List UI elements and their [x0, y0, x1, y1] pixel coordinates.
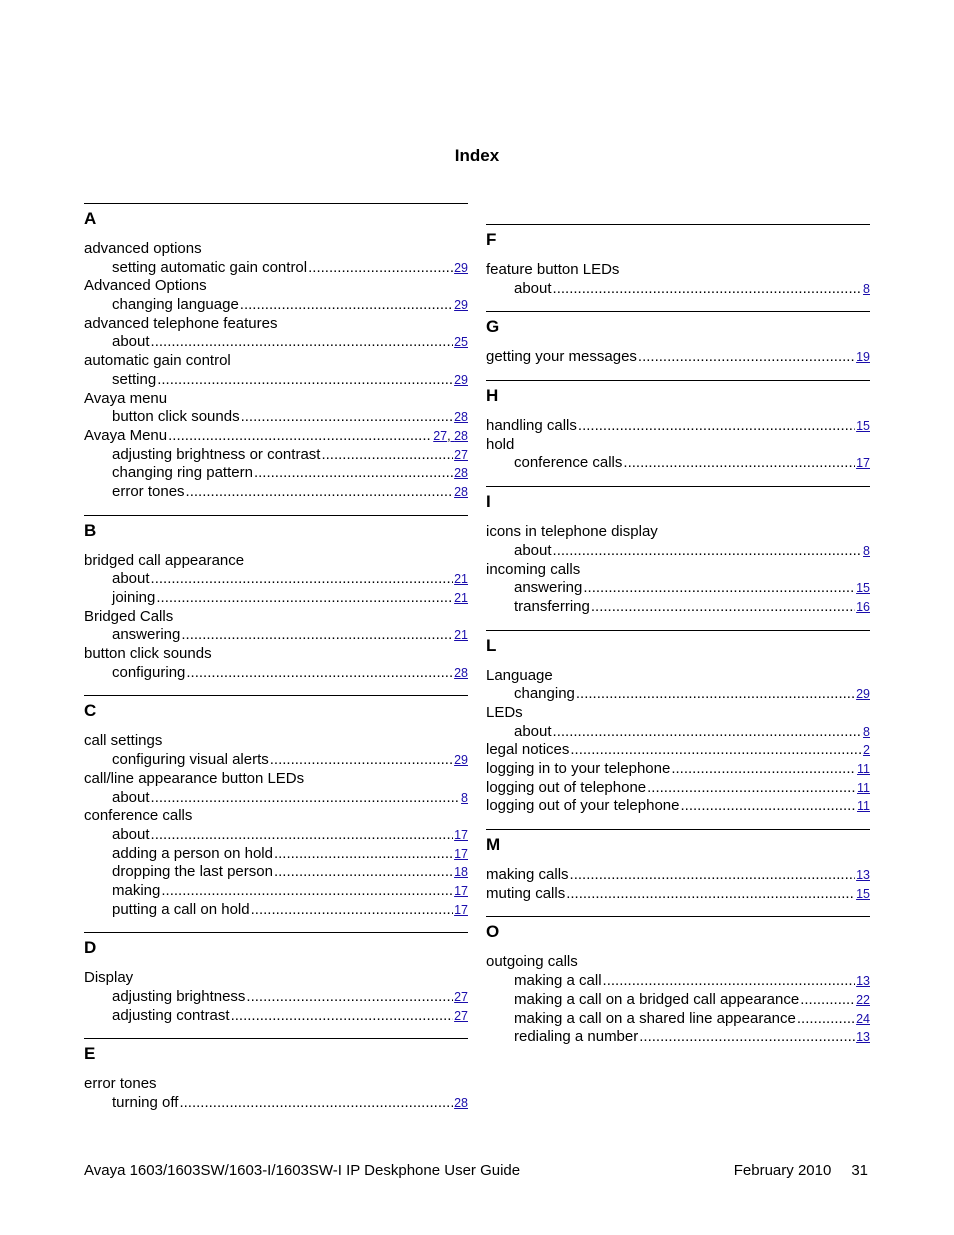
index-section-d [84, 932, 468, 1038]
dot-leader [800, 991, 855, 1010]
index-entry [84, 969, 468, 988]
index-entry [486, 779, 870, 798]
dot-leader [240, 296, 453, 315]
page-refs [454, 296, 468, 315]
entry-text: joining [112, 589, 156, 606]
dot-leader [157, 371, 453, 390]
dot-leader [151, 333, 454, 352]
entry-text: call/line appearance button LEDs [84, 769, 305, 787]
page-link[interactable]: 21 [454, 628, 468, 643]
section-letter: M [486, 835, 501, 855]
index-entry [486, 261, 870, 280]
page-refs [856, 885, 870, 904]
dot-leader [553, 723, 863, 742]
dot-leader [151, 826, 454, 845]
dot-leader [578, 417, 855, 436]
entry-text: about [514, 541, 552, 559]
page-link[interactable]: 13 [856, 868, 870, 883]
dot-leader [570, 866, 856, 885]
index-subentry [84, 371, 468, 390]
index-entry [84, 390, 468, 409]
index-entry [84, 807, 468, 826]
page-refs [454, 259, 468, 278]
index-subentry [486, 454, 870, 473]
page-link[interactable]: 29 [856, 687, 870, 702]
entry-text: bridged call appearance [84, 551, 245, 569]
index-section-a [84, 203, 468, 515]
index-subentry [84, 296, 468, 315]
page-refs [454, 826, 468, 845]
entry-text: about [112, 825, 150, 843]
page-link[interactable]: 24 [856, 1011, 870, 1026]
entry-text: setting [112, 370, 157, 388]
index-entry [486, 667, 870, 686]
index-section-f [486, 224, 870, 311]
page-refs [856, 417, 870, 436]
dot-leader [181, 626, 453, 645]
index-subentry [84, 882, 468, 901]
entry-text: automatic gain control [84, 352, 231, 370]
section-letter: G [486, 317, 500, 337]
page-refs [454, 408, 468, 427]
index-subentry [84, 988, 468, 1007]
index-entry [84, 552, 468, 571]
entry-text: about [514, 722, 552, 740]
entry-text: logging out of telephone [486, 778, 647, 796]
page-link[interactable]: 28 [454, 428, 468, 443]
page-link[interactable]: 8 [863, 281, 870, 296]
page-refs [454, 664, 468, 683]
dot-leader [161, 882, 453, 901]
section-letter: L [486, 635, 497, 655]
entry-text: making a call on a shared line appearance [514, 1009, 796, 1027]
page-link[interactable]: 25 [454, 335, 468, 350]
entry-text: LEDs [486, 703, 523, 721]
dot-leader [168, 427, 432, 446]
entry-text: adjusting brightness or contrast [112, 445, 321, 463]
dot-leader [638, 348, 855, 367]
index-entry [84, 608, 468, 627]
index-subentry [84, 826, 468, 845]
entry-text: about [112, 333, 150, 351]
page-link[interactable]: 8 [863, 724, 870, 739]
page-refs [454, 1007, 468, 1026]
page-link[interactable]: 28 [454, 484, 468, 499]
page-refs [857, 779, 870, 798]
index-subentry [84, 863, 468, 882]
section-letter: I [486, 492, 491, 512]
entry-text: conference calls [514, 454, 623, 472]
page-link[interactable]: 11 [857, 780, 870, 795]
page-link[interactable]: 28 [454, 1096, 468, 1111]
dot-leader [241, 408, 454, 427]
page-refs [454, 589, 468, 608]
entry-text: changing language [112, 296, 239, 314]
entry-text: legal notices [486, 741, 570, 759]
page-link[interactable]: 21 [454, 572, 468, 587]
entry-text: incoming calls [486, 560, 581, 578]
dot-leader [797, 1010, 855, 1029]
index-entry [486, 704, 870, 723]
index-subentry [84, 1094, 468, 1113]
index-subentry [486, 723, 870, 742]
page-refs [454, 446, 468, 465]
dot-leader [591, 598, 855, 617]
page-refs [454, 901, 468, 920]
page-refs [454, 626, 468, 645]
footer-right [734, 1162, 868, 1179]
page-refs [857, 760, 870, 779]
page-refs [454, 751, 468, 770]
page-refs [454, 371, 468, 390]
index-entry [84, 315, 468, 334]
entry-text: Display [84, 969, 134, 987]
dot-leader [270, 751, 453, 770]
index-entry [84, 277, 468, 296]
page-link[interactable]: 17 [454, 846, 468, 861]
page-link[interactable]: 27 [454, 1008, 468, 1023]
index-subentry [84, 901, 468, 920]
entry-text: icons in telephone display [486, 523, 658, 541]
page-link[interactable]: 22 [856, 992, 870, 1007]
entry-text: getting your messages [486, 348, 637, 366]
page-link[interactable]: 28 [454, 466, 468, 481]
page-refs [454, 988, 468, 1007]
dot-leader [321, 446, 453, 465]
entry-text: changing [514, 685, 575, 703]
index-column-left [84, 203, 468, 1126]
section-letter: C [84, 701, 97, 721]
page-link[interactable]: 29 [454, 372, 468, 387]
entry-text: turning off [112, 1094, 179, 1112]
entry-text: making [112, 881, 161, 899]
entry-text: hold [486, 435, 515, 453]
dot-leader [186, 664, 453, 683]
page-refs [863, 723, 870, 742]
dot-leader [308, 259, 453, 278]
index-entry [84, 352, 468, 371]
index-section-m [486, 829, 870, 916]
index-subentry [486, 1010, 870, 1029]
entry-text: error tones [84, 1075, 157, 1093]
page-refs [461, 789, 468, 808]
footer-page-number: 31 [851, 1162, 868, 1179]
page-link[interactable]: 11 [857, 762, 870, 776]
index-entry [486, 885, 870, 904]
dot-leader [151, 570, 454, 589]
index-entry [486, 561, 870, 580]
dot-leader [603, 972, 856, 991]
index-subentry [486, 685, 870, 704]
page-link[interactable]: 13 [856, 974, 870, 989]
page-refs [857, 797, 870, 816]
index-subentry [84, 626, 468, 645]
entry-text: redialing a number [514, 1028, 639, 1046]
page-link[interactable]: 29 [454, 260, 468, 275]
page-link[interactable]: 27 [454, 447, 468, 462]
index-subentry [84, 464, 468, 483]
index-entry [84, 732, 468, 751]
index-column-right [486, 224, 870, 1060]
entry-text: logging in to your telephone [486, 760, 671, 777]
entry-text: handling calls [486, 417, 577, 435]
page-link[interactable]: 8 [461, 790, 468, 805]
dot-leader [623, 454, 855, 473]
index-entry [486, 417, 870, 436]
footer-date: February 2010 [733, 1162, 832, 1179]
index-subentry [486, 972, 870, 991]
dot-leader [251, 901, 453, 920]
index-entry [84, 770, 468, 789]
page-link[interactable]: 18 [454, 865, 468, 880]
dot-leader [156, 589, 453, 608]
index-entry [84, 240, 468, 259]
entry-text: putting a call on hold [112, 900, 250, 918]
page-title: Index [454, 146, 500, 165]
index-subentry [84, 789, 468, 808]
index-subentry [84, 751, 468, 770]
dot-leader [274, 845, 453, 864]
section-letter: E [84, 1044, 96, 1064]
page-refs [863, 542, 870, 561]
index-section-g [486, 311, 870, 380]
index-subentry [486, 280, 870, 299]
dot-leader [570, 741, 862, 760]
page-link[interactable]: 15 [856, 581, 870, 596]
index-section-h [486, 380, 870, 486]
entry-text: dropping the last person [112, 863, 273, 881]
dot-leader [553, 280, 863, 299]
index-section-e [84, 1038, 468, 1125]
entry-text: advanced options [84, 240, 202, 257]
page-link[interactable]: 11 [857, 799, 870, 814]
page-refs [863, 741, 870, 760]
entry-text: adjusting contrast [112, 1006, 230, 1024]
index-entry [486, 866, 870, 885]
dot-leader [179, 1094, 453, 1113]
index-section-o [486, 916, 870, 1059]
entry-text: making calls [486, 866, 569, 884]
page-link[interactable]: 15 [856, 419, 870, 434]
page-refs [454, 882, 468, 901]
page-refs [454, 570, 468, 589]
dot-leader [576, 685, 855, 704]
page-refs [454, 464, 468, 483]
index-subentry [84, 664, 468, 683]
dot-leader [647, 779, 856, 798]
page-link[interactable]: 29 [454, 298, 468, 313]
page-refs [856, 685, 870, 704]
page-refs [856, 1028, 870, 1047]
index-entry [486, 760, 870, 779]
dot-leader [639, 1028, 855, 1047]
index-subentry [84, 845, 468, 864]
section-letter: F [486, 230, 497, 249]
page-link[interactable]: 15 [856, 886, 870, 901]
dot-leader [671, 760, 856, 779]
index-entry [486, 348, 870, 367]
page-refs [856, 579, 870, 598]
entry-text: muting calls [486, 884, 566, 902]
entry-text: about [514, 279, 552, 297]
entry-text: configuring visual alerts [112, 751, 269, 769]
page-refs: 27, 28 [433, 428, 468, 443]
index-entry [84, 645, 468, 664]
entry-text: making a call on a bridged call appearance [514, 990, 800, 1008]
page-refs [856, 598, 870, 617]
entry-text: answering [112, 626, 181, 644]
entry-text: answering [514, 579, 583, 597]
index-subentry [486, 542, 870, 561]
page-refs [856, 991, 870, 1010]
page-link[interactable]: 17 [454, 883, 468, 898]
page-link[interactable]: 8 [863, 543, 870, 558]
index-subentry [486, 579, 870, 598]
page-link[interactable]: 27 [433, 428, 448, 443]
index-entry [486, 436, 870, 455]
entry-text: advanced telephone features [84, 314, 278, 332]
page-refs [454, 483, 468, 502]
page-link[interactable]: 19 [856, 350, 870, 365]
page-link[interactable]: 21 [454, 591, 468, 605]
entry-text: about [112, 788, 150, 806]
section-letter: A [84, 209, 97, 228]
page-link[interactable]: 27 [454, 990, 468, 1004]
entry-text: call settings [84, 732, 163, 750]
page-link[interactable]: 13 [856, 1030, 870, 1045]
page-refs [454, 333, 468, 352]
section-letter: D [84, 938, 97, 958]
entry-text: Language [486, 666, 553, 684]
page-refs [454, 863, 468, 882]
index-section-c [84, 695, 468, 932]
page-link[interactable]: 17 [856, 456, 870, 471]
page-link[interactable]: 2 [863, 743, 870, 758]
entry-text: about [112, 570, 150, 588]
index-entry [486, 953, 870, 972]
page-link[interactable]: 28 [454, 410, 468, 425]
entry-text: adding a person on hold [112, 844, 273, 862]
index-subentry [486, 1028, 870, 1047]
entry-text: feature button LEDs [486, 261, 620, 278]
entry-text: logging out of your telephone [486, 797, 680, 815]
entry-text: Advanced Options [84, 277, 207, 295]
entry-text: setting automatic gain control [112, 258, 308, 276]
entry-text: adjusting brightness [112, 988, 246, 1005]
page-refs [454, 1094, 468, 1113]
section-letter: H [486, 386, 499, 406]
index-section-l [486, 630, 870, 830]
index-entry [486, 797, 870, 816]
index-subentry [84, 446, 468, 465]
page-link[interactable]: 28 [454, 665, 468, 680]
index-entry [84, 1075, 468, 1094]
page-link[interactable]: 17 [454, 827, 468, 842]
index-subentry [84, 570, 468, 589]
page-link[interactable]: 16 [856, 599, 870, 614]
dot-leader [254, 464, 453, 483]
index-subentry [84, 333, 468, 352]
dot-leader [274, 863, 453, 882]
page-refs [856, 454, 870, 473]
section-letter: O [486, 922, 500, 942]
dot-leader [186, 483, 454, 502]
entry-text: conference calls [84, 807, 193, 825]
index-section-i [486, 486, 870, 629]
dot-leader [231, 1007, 454, 1026]
index-subentry [84, 408, 468, 427]
entry-text: making a call [514, 972, 602, 990]
index-subentry [486, 991, 870, 1010]
footer-doc-title: Avaya 1603/1603SW/1603-I/1603SW-I IP Deskphone User Guide [84, 1162, 521, 1179]
index-subentry [84, 1007, 468, 1026]
dot-leader [583, 579, 855, 598]
entry-text: Avaya menu [84, 389, 168, 407]
index-subentry [84, 589, 468, 608]
index-subentry [486, 598, 870, 617]
entry-text: Avaya Menu [84, 426, 168, 444]
entry-text: transferring [514, 597, 590, 615]
page-refs [856, 866, 870, 885]
page-refs [856, 972, 870, 991]
entry-text: button click sounds [112, 408, 240, 426]
dot-leader [566, 885, 855, 904]
page-refs [454, 845, 468, 864]
page-link[interactable]: 17 [454, 902, 468, 917]
entry-text: button click sounds [84, 645, 212, 663]
index-section-b [84, 515, 468, 696]
index-entry [486, 741, 870, 760]
dot-leader [680, 797, 856, 816]
index-subentry [84, 259, 468, 278]
entry-text: changing ring pattern [112, 464, 253, 482]
dot-leader [553, 542, 863, 561]
page-refs [856, 348, 870, 367]
page-refs [863, 280, 870, 299]
entry-text: configuring [112, 663, 186, 681]
index-subentry [84, 483, 468, 502]
dot-leader [246, 988, 453, 1007]
dot-leader [151, 789, 461, 808]
index-entry [486, 523, 870, 542]
index-entry [84, 427, 468, 446]
entry-text: error tones [112, 482, 185, 500]
page-link[interactable]: 29 [454, 753, 468, 768]
page-refs [856, 1010, 870, 1029]
entry-text: Bridged Calls [84, 607, 174, 625]
entry-text: outgoing calls [486, 953, 578, 971]
section-letter: B [84, 520, 97, 540]
